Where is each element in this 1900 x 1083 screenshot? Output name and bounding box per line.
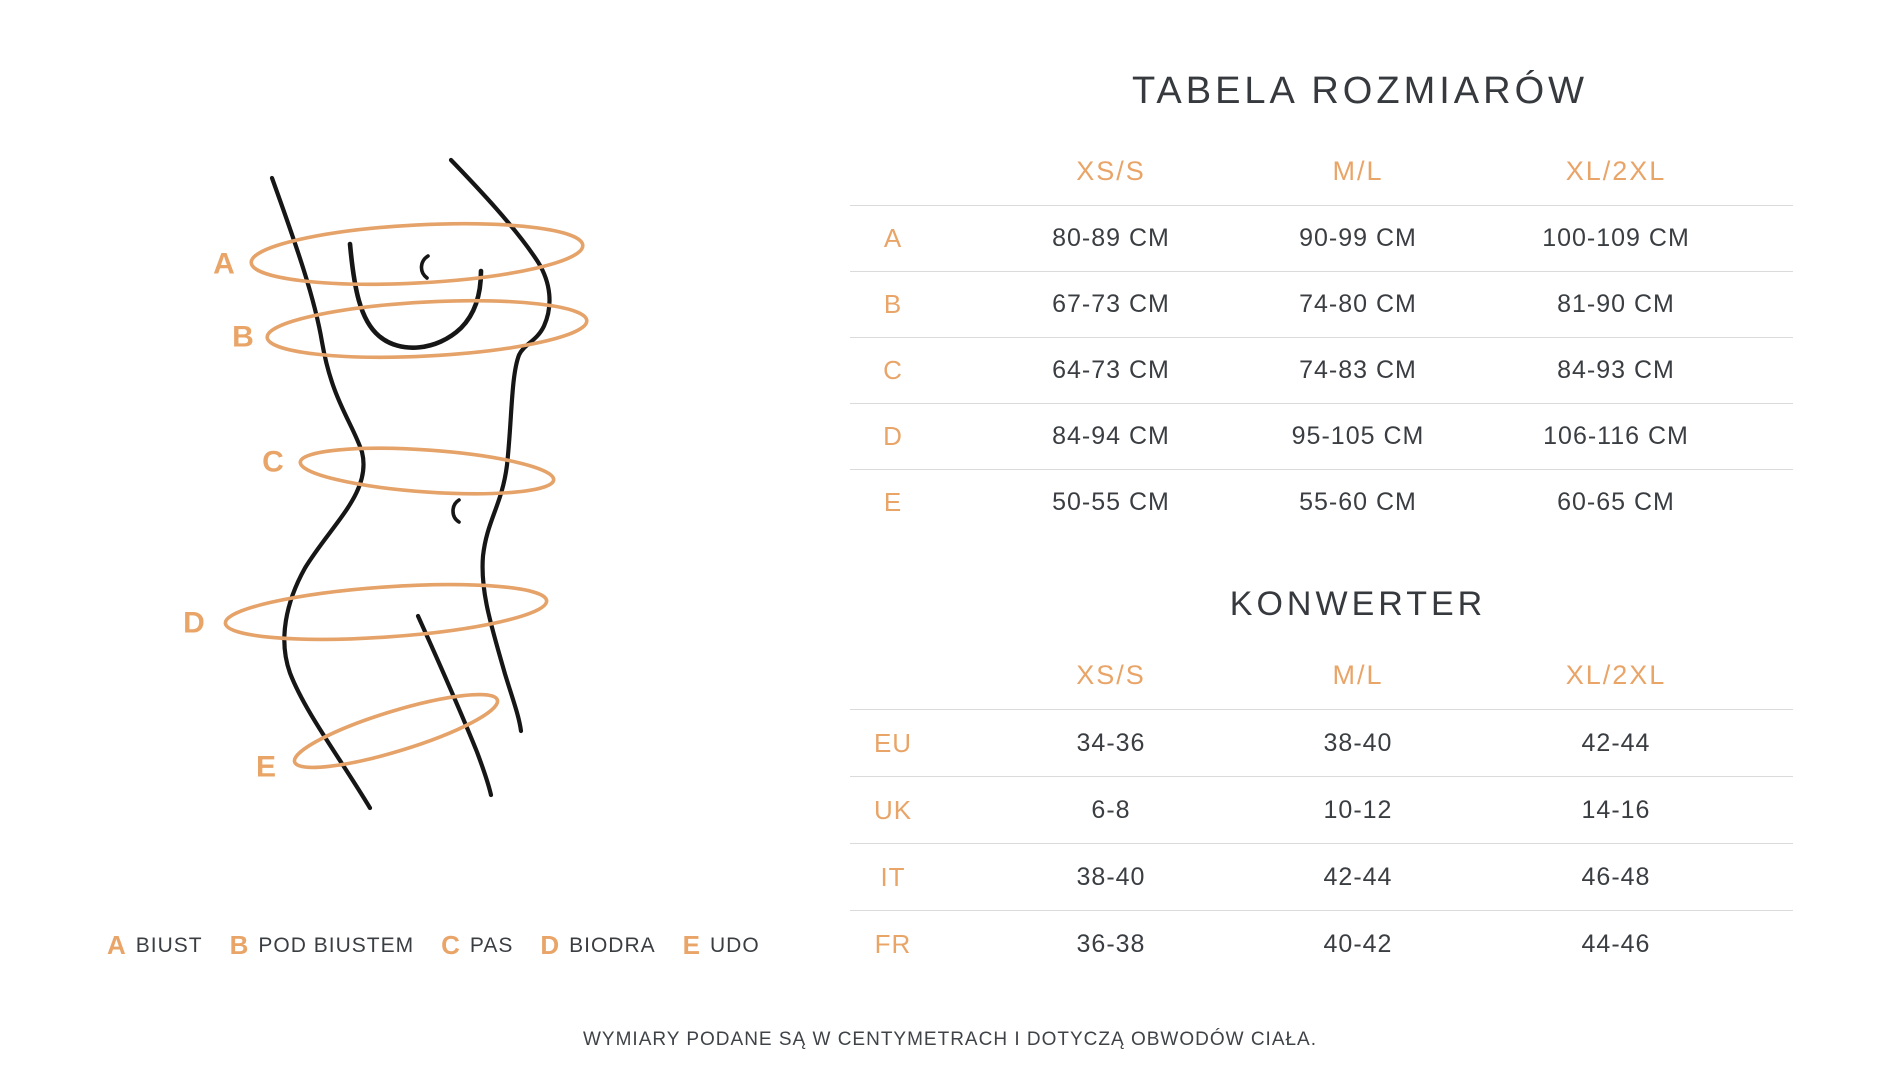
legend-item-thigh bbox=[683, 930, 760, 961]
conv-col-xs-s: XS/S bbox=[1076, 659, 1146, 690]
figure-label-underbust: B bbox=[232, 320, 254, 354]
size-col-xs-s: XS/S bbox=[1076, 155, 1146, 186]
size-value: 106-116 CM bbox=[1543, 422, 1689, 450]
body-silhouette-svg bbox=[150, 130, 650, 850]
size-value: 81-90 CM bbox=[1557, 290, 1675, 318]
body-measurement-figure bbox=[150, 130, 650, 850]
size-value: 90-99 CM bbox=[1299, 224, 1417, 252]
size-row-c bbox=[850, 337, 1793, 403]
figure-label-thigh: E bbox=[255, 750, 277, 784]
legend-letter: C bbox=[441, 930, 460, 960]
waist-ellipse bbox=[299, 441, 555, 501]
conv-row-fr bbox=[850, 910, 1793, 977]
size-row-label: A bbox=[883, 223, 903, 253]
size-row-b bbox=[850, 271, 1793, 337]
conv-value: 36-38 bbox=[1076, 929, 1146, 958]
size-row-e bbox=[850, 469, 1793, 535]
size-table-header-row bbox=[850, 137, 1793, 205]
legend-item-bust bbox=[107, 930, 203, 961]
size-value: 80-89 CM bbox=[1052, 224, 1170, 252]
measurement-ellipses bbox=[224, 216, 589, 781]
figure-label-waist: C bbox=[262, 445, 284, 479]
legend-label: PAS bbox=[469, 933, 514, 957]
conv-row-label: FR bbox=[874, 928, 912, 959]
legend-label: UDO bbox=[709, 933, 760, 957]
legend-letter: A bbox=[107, 930, 126, 960]
conv-value: 14-16 bbox=[1581, 795, 1651, 824]
body-right-side-line bbox=[451, 160, 550, 731]
conv-col-m-l: M/L bbox=[1332, 659, 1384, 690]
conv-value: 10-12 bbox=[1323, 795, 1393, 824]
size-row-d bbox=[850, 403, 1793, 469]
figure-label-bust: A bbox=[213, 247, 235, 281]
converter-table bbox=[850, 641, 1793, 977]
conv-value: 42-44 bbox=[1323, 862, 1393, 891]
figure-labels bbox=[183, 248, 284, 784]
size-value: 74-80 CM bbox=[1299, 290, 1417, 318]
measurements-note: WYMIARY PODANE SĄ W CENTYMETRACH I DOTYCZĄ OBWODÓW CIAŁA. bbox=[582, 1029, 1318, 1050]
legend-item-underbust bbox=[230, 930, 414, 961]
legend-label: BIODRA bbox=[569, 933, 656, 957]
size-col-xl-2xl: XL/2XL bbox=[1565, 155, 1667, 186]
size-row-label: D bbox=[883, 421, 903, 451]
conv-value: 40-42 bbox=[1323, 929, 1393, 958]
size-table bbox=[850, 137, 1793, 535]
size-value: 84-93 CM bbox=[1557, 356, 1675, 384]
size-value: 74-83 CM bbox=[1299, 356, 1417, 384]
size-table-title: TABELA ROZMIARÓW bbox=[1131, 70, 1589, 112]
figure-label-hips: D bbox=[183, 606, 205, 640]
conv-row-eu bbox=[850, 709, 1793, 776]
conv-value: 46-48 bbox=[1581, 862, 1651, 891]
conv-col-xl-2xl: XL/2XL bbox=[1565, 659, 1667, 690]
conv-value: 34-36 bbox=[1076, 728, 1146, 757]
size-value: 84-94 CM bbox=[1052, 422, 1170, 450]
nipple-mark bbox=[421, 256, 428, 278]
size-value: 50-55 CM bbox=[1052, 488, 1170, 516]
legend-letter: D bbox=[540, 930, 560, 960]
conv-row-label: IT bbox=[880, 861, 906, 892]
legend-label: BIUST bbox=[135, 933, 203, 957]
converter-title: KONWERTER bbox=[1229, 585, 1487, 623]
conv-value: 38-40 bbox=[1076, 862, 1146, 891]
size-row-label: C bbox=[883, 355, 903, 385]
legend-letter: E bbox=[682, 930, 700, 960]
breast-curve bbox=[350, 244, 481, 348]
inner-thigh-line bbox=[418, 616, 491, 795]
legend-item-waist bbox=[441, 930, 513, 961]
legend-label: POD BIUSTEM bbox=[258, 933, 415, 957]
conv-row-uk bbox=[850, 776, 1793, 843]
legend-item-hips bbox=[540, 930, 655, 961]
size-row-label: E bbox=[883, 487, 903, 517]
navel-mark bbox=[453, 500, 459, 522]
silhouette-lines bbox=[272, 160, 550, 808]
size-value: 67-73 CM bbox=[1052, 290, 1170, 318]
conv-row-label: UK bbox=[873, 794, 913, 825]
converter-header-row bbox=[850, 641, 1793, 709]
conv-value: 44-46 bbox=[1581, 929, 1651, 958]
size-value: 55-60 CM bbox=[1299, 488, 1417, 516]
conv-row-it bbox=[850, 843, 1793, 910]
size-row-a bbox=[850, 205, 1793, 271]
size-value: 64-73 CM bbox=[1052, 356, 1170, 384]
conv-value: 38-40 bbox=[1323, 728, 1393, 757]
hips-ellipse bbox=[224, 576, 549, 648]
legend-letter: B bbox=[229, 930, 249, 960]
conv-value: 42-44 bbox=[1581, 728, 1651, 757]
conv-row-label: EU bbox=[873, 727, 913, 758]
size-value: 95-105 CM bbox=[1291, 422, 1425, 450]
size-row-label: B bbox=[883, 289, 903, 319]
measurement-legend bbox=[107, 930, 760, 961]
size-col-m-l: M/L bbox=[1332, 155, 1384, 186]
size-value: 100-109 CM bbox=[1542, 224, 1690, 252]
size-value: 60-65 CM bbox=[1557, 488, 1675, 516]
conv-value: 6-8 bbox=[1091, 795, 1131, 824]
